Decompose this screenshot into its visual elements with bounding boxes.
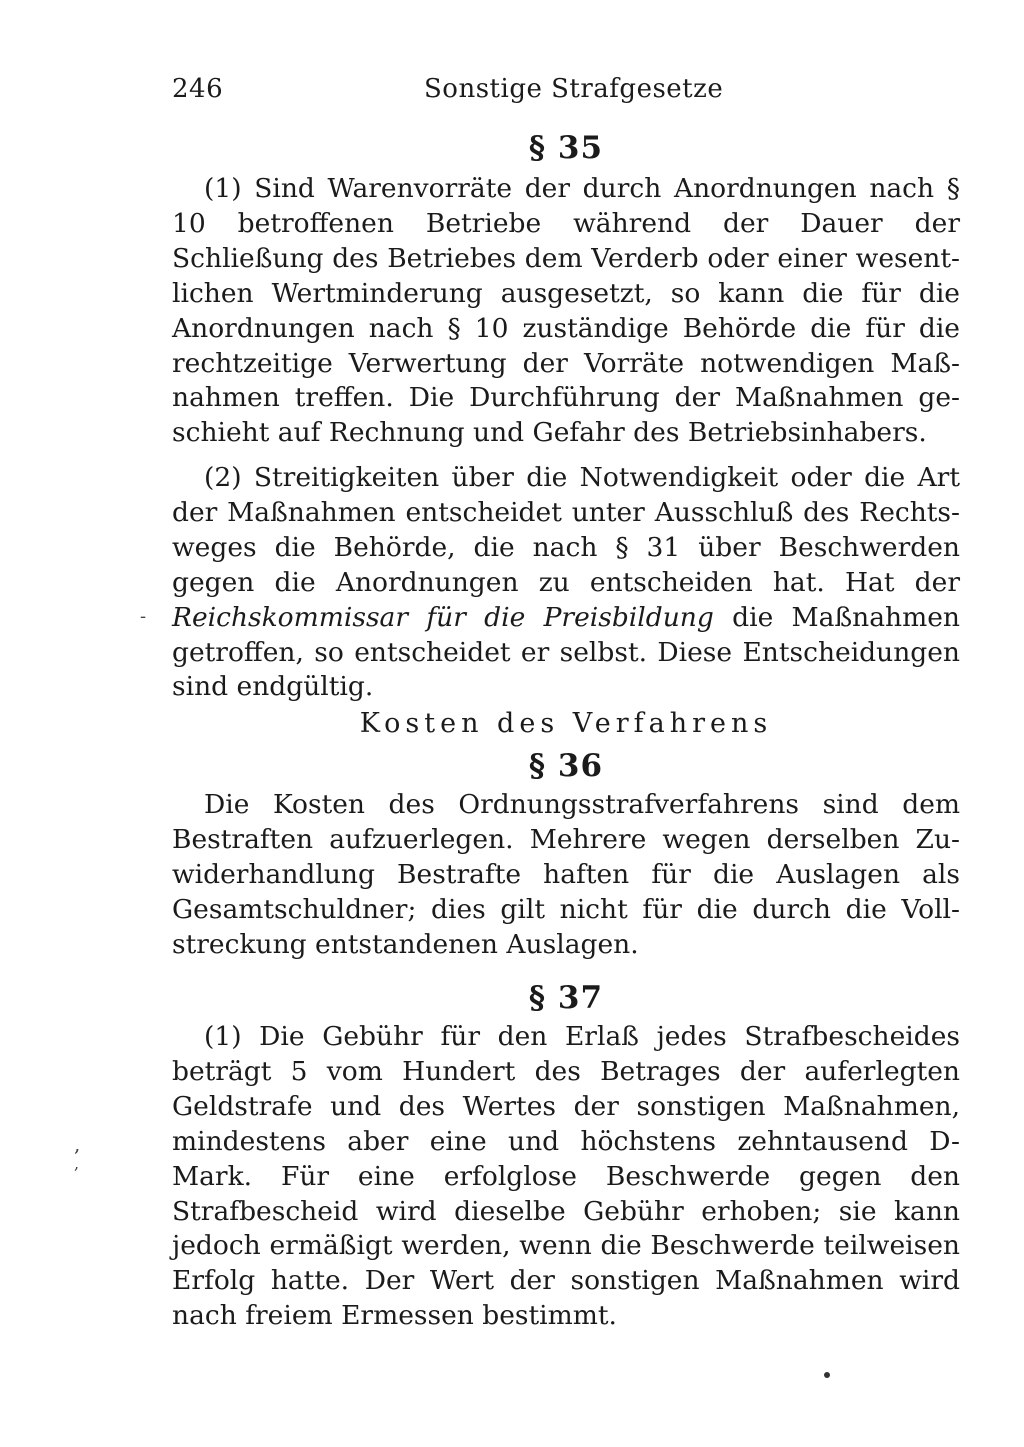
paragraph-35-2-text-c: die Maßnahmen getroffen, so entscheidet er selbst. Diese Entscheidungen sind endgültig. [172, 601, 960, 703]
section-heading-37: § 37 [528, 980, 604, 1016]
paragraph-35-2-text-a: (2) Streitigkeiten über die Notwendigkeit oder die Art der Maßnahmen entscheidet unter Ausschluß des Rechtsweges die Behörde, die nach § 31 über Beschwerden gegen die Anordnungen zu entscheiden hat. Hat der [172, 462, 960, 598]
paragraph-35-2-emphasis: Reichskommissar für die Preisbildung [172, 601, 714, 633]
paragraph-37-1: (1) Die Gebühr für den Erlaß jedes Strafbescheides beträgt 5 vom Hundert des Betrages der auferlegten Geldstrafe und des Wertes der sonstigen Maßnahmen, mindestens aber eine und höchstens zehntausend D-Mark. Für eine erfolglose Beschwerde gegen den Strafbescheid wird dieselbe Gebühr erhoben; sie kann jedoch ermäßigt werden, wenn die Beschwerde teilweisen Erfolg hatte. Der Wert der sonstigen Maßnahmen wird nach freiem Ermessen bestimmt. [172, 1021, 960, 1332]
margin-tick-mark-2: , [74, 1154, 80, 1173]
running-head [172, 74, 732, 110]
paragraph-35-1: (1) Sind Warenvorräte der durch Anordnungen nach § 10 betroffenen Betriebe während der Dauer der Schließung des Betriebes dem Verderb oder einer wesentlichen Wertminderung ausgesetzt, so kann die für die Anordnungen nach § 10 zuständige Behörde die für die rechtzeitige Verwertung der Vorräte notwendigen Maßnahmen treffen. Die Durchführung der Maßnahmen geschieht auf Rechnung und Gefahr des Betriebsinhabers. [172, 173, 960, 449]
running-title: Sonstige Strafgesetze [424, 74, 724, 104]
paragraph-35-2 [172, 461, 960, 705]
speck-dot [824, 1372, 830, 1378]
margin-dash-mark: - [140, 606, 147, 627]
page-number: 246 [172, 74, 224, 104]
section-heading-35: § 35 [528, 130, 604, 166]
margin-tick-mark: , [74, 1132, 81, 1156]
section-heading-36: § 36 [528, 748, 604, 784]
paragraph-36: Die Kosten des Ordnungsstrafverfahrens sind dem Bestraften aufzuerlegen. Mehrere wegen derselben Zuwiderhandlung Bestrafte haften für die Auslagen als Gesamtschuldner; dies gilt nicht für die durch die Vollstreckung entstandenen Auslagen. [172, 789, 960, 960]
section-title-costs: Kosten des Verfahrens [359, 708, 773, 739]
